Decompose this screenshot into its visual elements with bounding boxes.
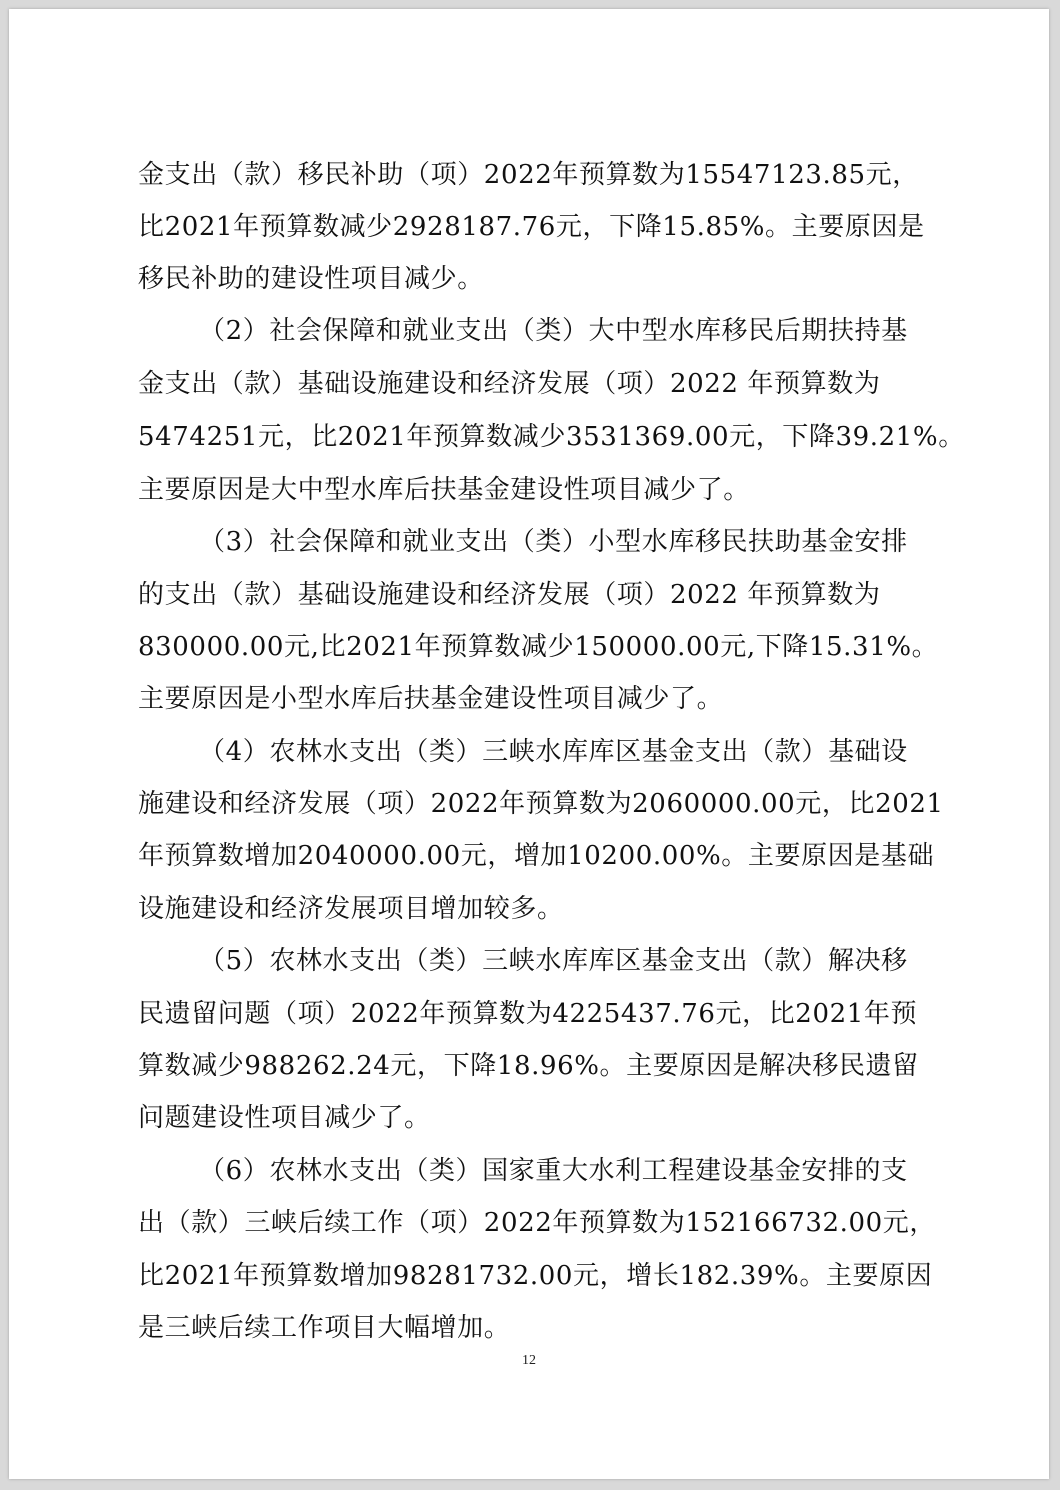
text-line: 的支出（款）基础设施建设和经济发展（项）2022 年预算数为 [138, 580, 881, 610]
document-page [9, 9, 1049, 1479]
text-line: 出（款）三峡后续工作（项）2022年预算数为152166732.00元， [138, 1208, 936, 1238]
text-line: 问题建设性项目减少了。 [138, 1103, 431, 1133]
text-line: 主要原因是小型水库后扶基金建设性项目减少了。 [138, 684, 724, 714]
paragraph-start-line: （3）社会保障和就业支出（类）小型水库移民扶助基金安排 [199, 527, 908, 557]
paragraph-start-line: （2）社会保障和就业支出（类）大中型水库移民后期扶持基 [199, 316, 908, 346]
text-line: 金支出（款）移民补助（项）2022年预算数为15547123.85元， [138, 160, 919, 190]
text-line: 年预算数增加2040000.00元，增加10200.00%。主要原因是基础 [138, 841, 935, 871]
text-line: 是三峡后续工作项目大幅增加。 [138, 1313, 511, 1343]
text-line: 金支出（款）基础设施建设和经济发展（项）2022 年预算数为 [138, 369, 881, 399]
text-line: 移民补助的建设性项目减少。 [138, 264, 484, 294]
text-line: 主要原因是大中型水库后扶基金建设性项目减少了。 [138, 475, 750, 505]
text-line: 算数减少988262.24元，下降18.96%。主要原因是解决移民遗留 [138, 1051, 919, 1081]
text-line: 设施建设和经济发展项目增加较多。 [138, 894, 564, 924]
paragraph-start-line: （5）农林水支出（类）三峡水库库区基金支出（款）解决移 [199, 946, 908, 976]
text-line: 5474251元，比2021年预算数减少3531369.00元，下降39.21%。 [138, 422, 965, 452]
page-number: 12 [522, 1353, 536, 1368]
paragraph-start-line: （4）农林水支出（类）三峡水库库区基金支出（款）基础设 [199, 737, 908, 767]
text-line: 施建设和经济发展（项）2022年预算数为2060000.00元，比2021 [138, 789, 944, 819]
text-line: 民遗留问题（项）2022年预算数为4225437.76元，比2021年预 [138, 999, 918, 1029]
paragraph-start-line: （6）农林水支出（类）国家重大水利工程建设基金安排的支 [199, 1156, 908, 1186]
text-line: 比2021年预算数减少2928187.76元，下降15.85%。主要原因是 [138, 212, 925, 242]
text-line: 830000.00元,比2021年预算数减少150000.00元,下降15.31%。 [138, 632, 939, 662]
text-line: 比2021年预算数增加98281732.00元，增长182.39%。主要原因 [138, 1261, 933, 1291]
